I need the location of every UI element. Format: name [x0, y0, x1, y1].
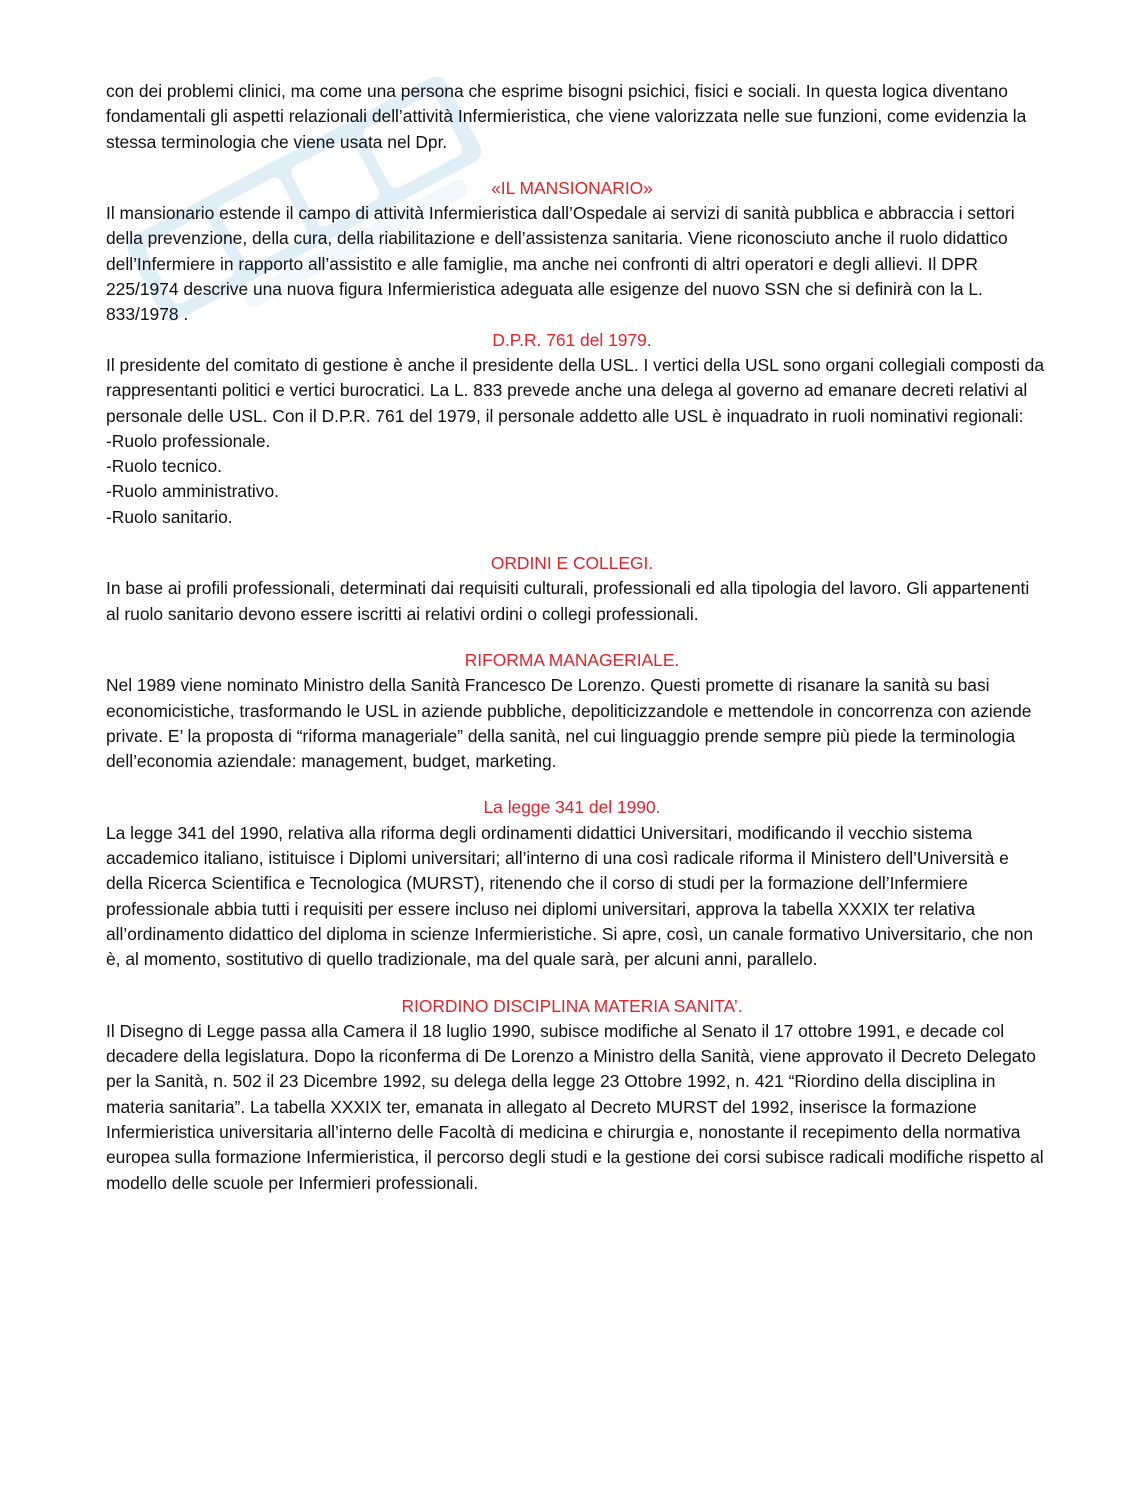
- section-heading-mansionario: «IL MANSIONARIO»: [491, 177, 653, 198]
- section-heading-dpr-761: D.P.R. 761 del 1979.: [492, 329, 652, 350]
- section-heading-riforma-manageriale: RIFORMA MANAGERIALE.: [464, 649, 680, 670]
- section-heading-ordini-collegi: ORDINI E COLLEGI.: [490, 553, 654, 574]
- section-body-riforma-manageriale: Nel 1989 viene nominato Ministro della Sanità Francesco De Lorenzo. Questi promette di risanare la sanità su basi economicistiche, trasformando le USL in aziende pubbliche, depoliticizzandole e mettendole in concorrenza con aziende private. E’ la proposta di “riforma manageriale” della sanità, nel cui linguaggio prende sempre più piede la terminologia dell’economia aziendale: management, budget, marketing.: [106, 675, 1032, 772]
- section-body-mansionario: Il mansionario estende il campo di attività Infermieristica dall’Ospedale ai servizi di sanità pubblica e abbraccia i settori della prevenzione, della cura, della riabilitazione e dell’assistenza sanitaria. Viene riconosciuto anche il ruolo didattico dell’Infermiere in rapporto all’assistito e alle famiglie, ma anche nei confronti di altri operatori e degli allievi. Il DPR 225/1974 descrive una nuova figura Infermieristica adeguata alle esigenze del nuovo SSN che si definirà con la L. 833/1978 .: [106, 203, 1015, 325]
- intro-paragraph: con dei problemi clinici, ma come una persona che esprime bisogni psichici, fisici e sociali. In questa logica diventano fondamentali gli aspetti relazionali dell’attività Infermieristica, che viene valorizzata nelle sue funzioni, come evidenzia la stessa terminologia che viene usata nel Dpr.: [106, 81, 1027, 152]
- section-body-ordini-collegi: In base ai profili professionali, determinati dai requisiti culturali, professionali ed alla tipologia del lavoro. Gli appartenenti al ruolo sanitario devono essere iscritti ai relativi ordini o collegi professionali.: [106, 578, 1030, 624]
- section-body-legge-341: La legge 341 del 1990, relativa alla riforma degli ordinamenti didattici Universitari, modificando il vecchio sistema accademico italiano, istituisce i Diplomi universitari; all’interno di una così radicale riforma il Ministero dell’Università e della Ricerca Scientifica e Tecnologica (MURST), ritenendo che il corso di studi per la formazione dell’Infermiere professionale abbia tutti i requisiti per essere incluso nei diplomi universitari, approva la tabella XXXIX ter relativa all’ordinamento didattico del diploma in scienze Infermieristiche. Si apre, così, un canale formativo Universitario, che non è, al momento, sostitutivo di quello tradizionale, ma del quale sarà, per alcuni anni, parallelo.: [106, 822, 1033, 970]
- section-body-dpr-761: Il presidente del comitato di gestione è anche il presidente della USL. I vertici della USL sono organi collegiali composti da rappresentanti politici e vertici burocratici. La L. 833 prevede anche una delega al governo ad emanare decreti relativi al personale delle USL. Con il D.P.R. 761 del 1979, il personale addetto alle USL è inquadrato in ruoli nominativi regionali:: [106, 354, 1045, 426]
- section-body-riordino: Il Disegno di Legge passa alla Camera il 18 luglio 1990, subisce modifiche al Senato il 17 ottobre 1991, e decade col decadere della legislatura. Dopo la riconferma di De Lorenzo a Ministro della Sanità, viene approvato il Decreto Delegato per la Sanità, n. 502 il 23 Dicembre 1992, su delega della legge 23 Ottobre 1992, n. 421 “Riordino della disciplina in materia sanitaria”. La tabella XXXIX ter, emanata in allegato al Decreto MURST del 1992, inserisce la formazione Infermieristica universitaria all’interno delle Facoltà di medicina e chirurgia e, nonostante il recepimento della normativa europea sulla formazione Infermieristica, il percorso degli studi e la gestione dei corsi subisce radicali modifiche rispetto al modello delle scuole per Infermieri professionali.: [106, 1020, 1044, 1193]
- list-item-ruolo-amministrativo: -Ruolo amministrativo.: [106, 481, 279, 502]
- list-item-ruolo-tecnico: -Ruolo tecnico.: [106, 456, 222, 477]
- document-page: [106, 79, 1046, 1196]
- section-heading-legge-341: La legge 341 del 1990.: [483, 797, 661, 818]
- section-heading-riordino: RIORDINO DISCIPLINA MATERIA SANITA’.: [401, 995, 743, 1016]
- list-item-ruolo-professionale: -Ruolo professionale.: [106, 430, 271, 451]
- list-item-ruolo-sanitario: -Ruolo sanitario.: [106, 506, 233, 527]
